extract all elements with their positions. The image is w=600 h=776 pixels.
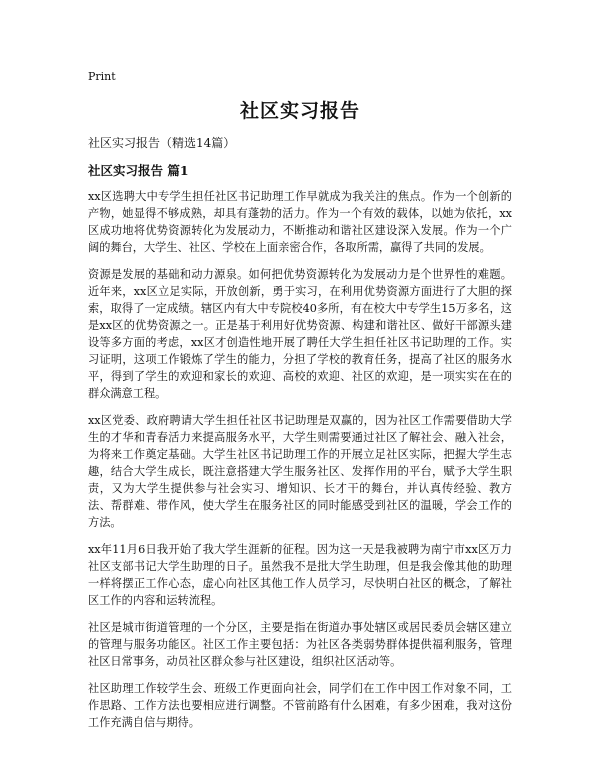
paragraph: 社区是城市街道管理的一个分区，主要是指在街道办事处辖区或居民委员会辖区建立的管理与服务功能区。社区工作主要包括：为社区各类弱势群体提供福利服务，管理社区日常事务，动员社区群众参与社区建设，组织社区活动等。 xyxy=(88,621,512,668)
section-heading: 社区实习报告 篇1 xyxy=(88,163,189,178)
paragraph: xx区党委、政府聘请大学生担任社区书记助理是双赢的，因为社区工作需要借助大学生的才华和青春活力来提高服务水平，大学生则需要通过社区了解社会、融入社会，为将来工作奠定基础。大学生社区书记助理工作的开展立足社区实际，把握大学生志趣，结合大学生成长，既注意搭建大学生服务社区、发挥作用的平台，赋予大学生职责，又为大学生提供参与社会实习、增知识、长才干的舞台，并认真传经验、教方法、帮群难、带作风，使大学生在服务社区的同时能感受到社区的温暖，学会工作的方法。 xyxy=(88,414,512,529)
print-label: Print xyxy=(88,70,116,83)
document-subtitle: 社区实习报告（精选14篇） xyxy=(88,136,236,150)
paragraph: xx年11月6日我开始了我大学生涯新的征程。因为这一天是我被聘为南宁市xx区万力社区支部书记大学生助理的日子。虽然我不是批大学生助理，但是我会像其他的助理一样将摆正工作心态，虚心向社区其他工作人员学习，尽快明白社区的概念，了解社区工作的内容和运转流程。 xyxy=(88,543,512,607)
paragraph: 资源是发展的基础和动力源泉。如何把优势资源转化为发展动力是个世界性的难题。近年来，xx区立足实际，开放创新，勇于实习，在利用优势资源方面进行了大胆的探索，取得了一定成绩。辖区内有大中专院校40多所，有在校大中专学生15万多名，这是xx区的优势资源之一。正是基于利用好优势资源、构建和谐社区、做好干部源头建设等多方面的考虑，xx区才创造性地开展了聘任大学生担任社区书记助理的工作。实习证明，这项工作锻炼了学生的能力，分担了学校的教育任务，提高了社区的服务水平，得到了学生的欢迎和家长的欢迎、高校的欢迎、社区的欢迎，是一项实实在在的群众满意工程。 xyxy=(88,268,512,400)
document-title: 社区实习报告 xyxy=(239,100,360,122)
paragraph: 社区助理工作较学生会、班级工作更面向社会，同学们在工作中因工作对象不同，工作思路、工作方法也要相应进行调整。不管前路有什么困难，有多少困难，我对这份工作充满自信与期待。 xyxy=(88,682,512,729)
paragraph: xx区选聘大中专学生担任社区书记助理工作早就成为我关注的焦点。作为一个创新的产物，她显得不够成熟，却具有蓬勃的活力。作为一个有效的载体，以她为依托，xx区成功地将优势资源转化为发展动力，不断推动和谐社区建设深入发展。作为一个广阔的舞台，大学生、社区、学校在上面亲密合作，各取所需，赢得了共同的发展。 xyxy=(88,190,512,254)
